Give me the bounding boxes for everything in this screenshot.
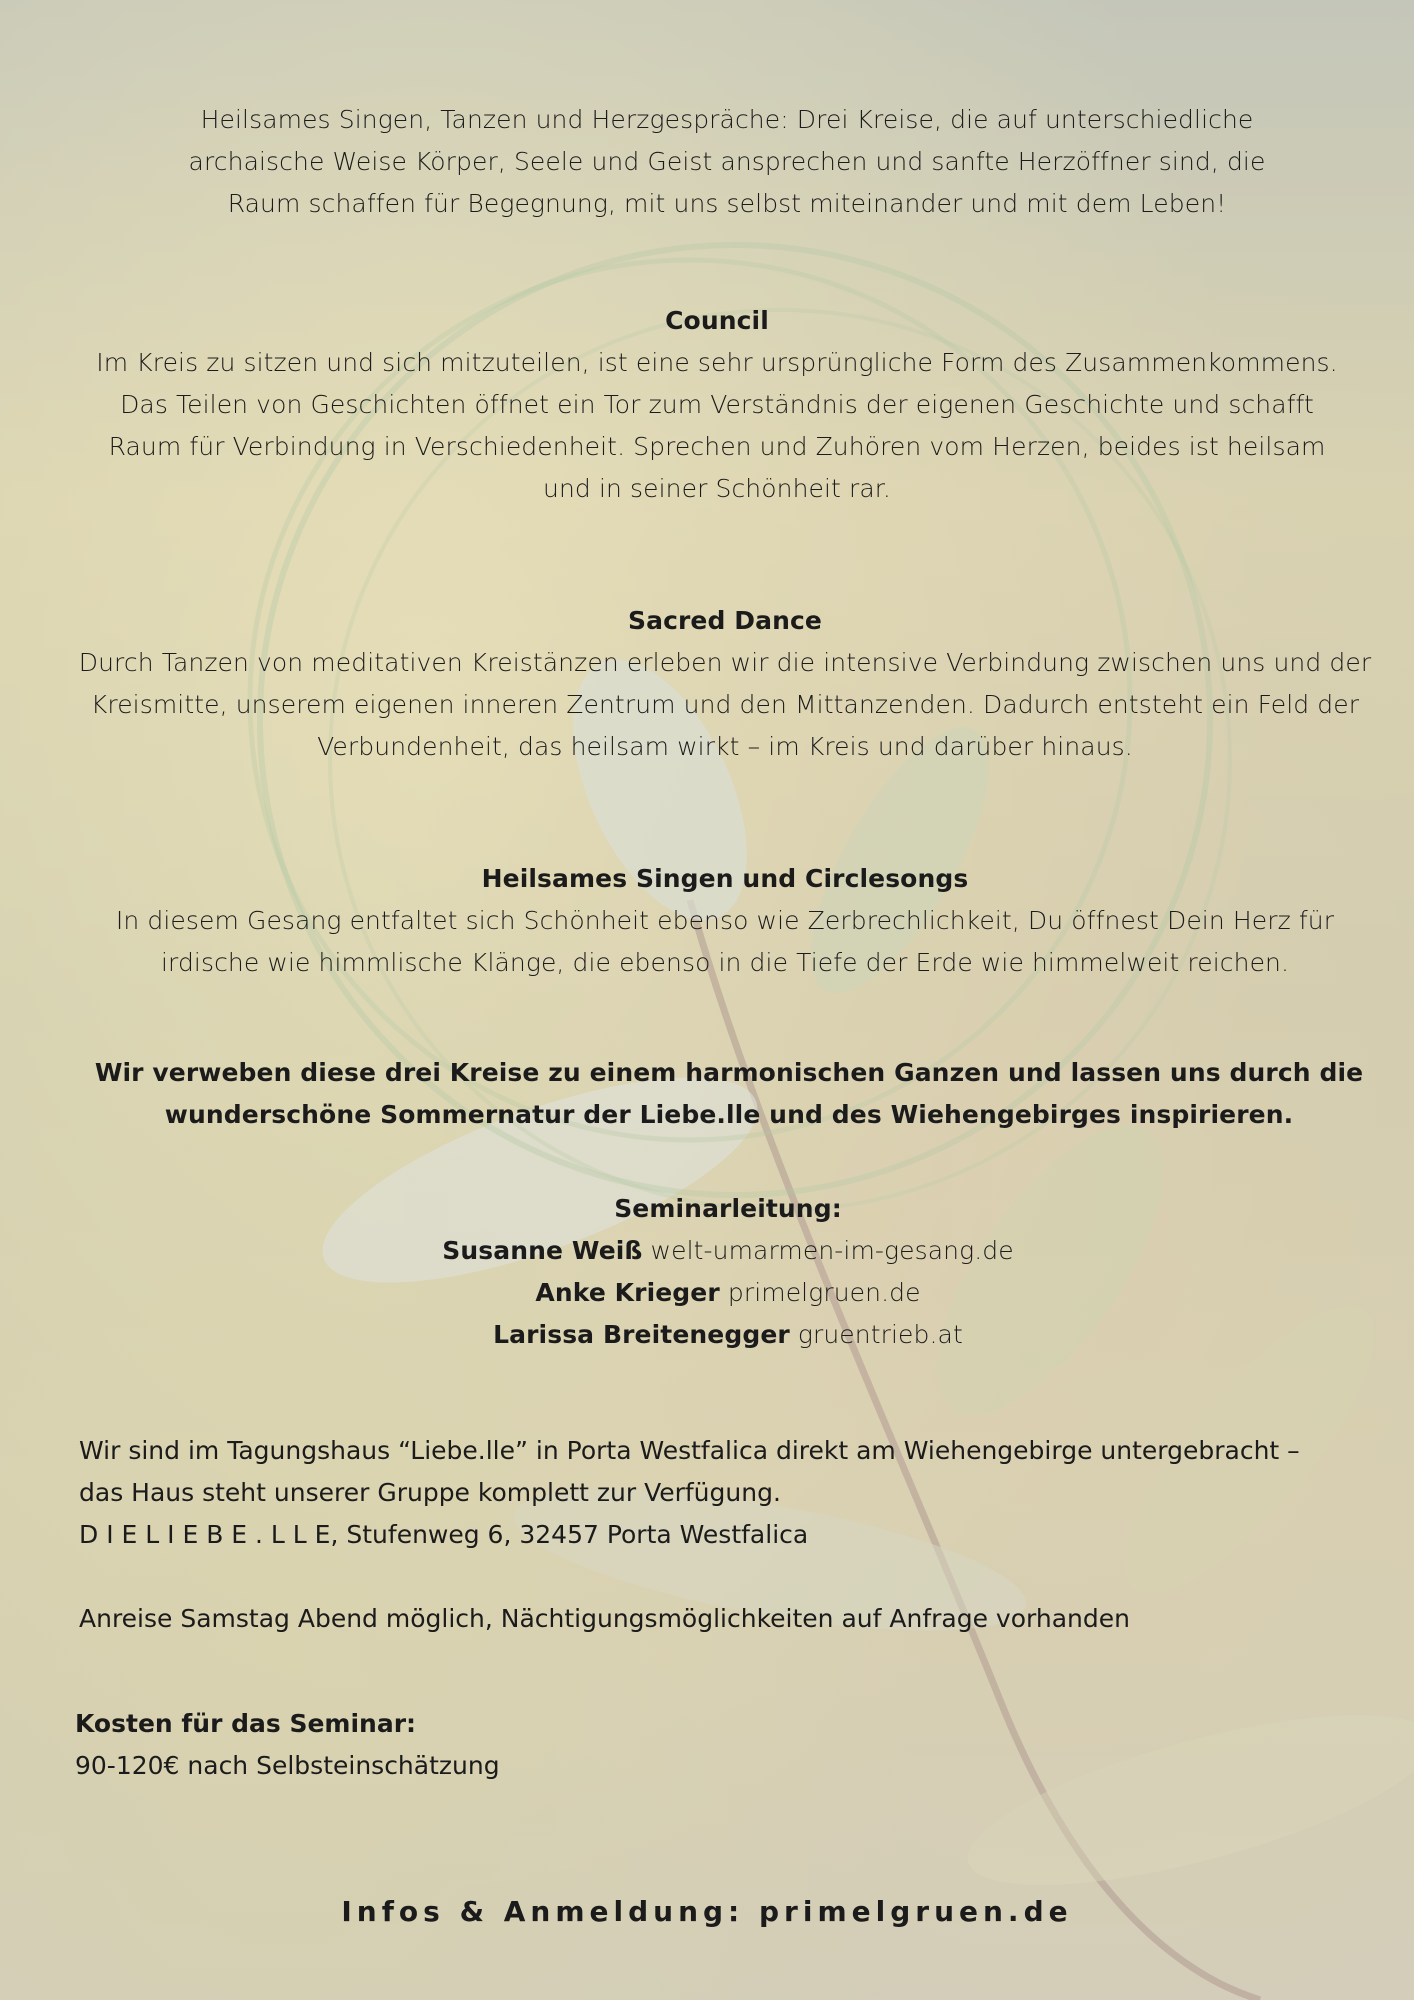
singing-title: Heilsames Singen und Circlesongs — [481, 864, 969, 893]
leader-website[interactable]: welt-umarmen-im-gesang.de — [650, 1236, 1014, 1265]
seminar-leadership — [0, 1188, 1414, 1356]
intro-line: archaische Weise Körper, Seele und Geist ansprechen und sanfte Herzöffner sind, die — [188, 147, 1266, 176]
venue-line: das Haus steht unserer Gruppe komplett zur Verfügung. — [79, 1478, 781, 1507]
leader-entry — [0, 1272, 1414, 1314]
intro-line: Heilsames Singen, Tanzen und Herzgespräche: Drei Kreise, die auf unterschiedliche — [200, 105, 1254, 134]
sacred-dance-title: Sacred Dance — [628, 606, 822, 635]
arrival-line: Anreise Samstag Abend möglich, Nächtigungsmöglichkeiten auf Anfrage vorhanden — [79, 1604, 1130, 1633]
leader-website[interactable]: primelgruen.de — [727, 1278, 921, 1307]
singing-line: In diesem Gesang entfaltet sich Schönheit ebenso wie Zerbrechlichkeit, Du öffnest Dein Herz für — [115, 906, 1335, 935]
leader-entry — [0, 1314, 1414, 1356]
leader-name: Anke Krieger — [535, 1278, 720, 1307]
leader-name: Larissa Breitenegger — [493, 1320, 790, 1349]
singing-line: irdische wie himmlische Klänge, die ebenso in die Tiefe der Erde wie himmelweit reichen. — [160, 948, 1290, 977]
intro-text — [0, 99, 1414, 225]
council-section — [0, 300, 1414, 510]
council-line: Das Teilen von Geschichten öffnet ein Tor zum Verständnis der eigenen Geschichte und schafft — [120, 390, 1314, 419]
singing-section — [0, 858, 1414, 984]
leader-name: Susanne Weiß — [442, 1236, 643, 1265]
weave-line: wunderschöne Sommernatur der Liebe.lle und des Wiehengebirges inspirieren. — [164, 1100, 1294, 1129]
costs-title: Kosten für das Seminar: — [75, 1709, 417, 1738]
council-title: Council — [665, 306, 769, 335]
sacred-dance-section — [0, 600, 1414, 768]
sacred-dance-line: Durch Tanzen von meditativen Kreistänzen erleben wir die intensive Verbindung zwischen uns und der — [78, 648, 1372, 677]
leader-entry — [0, 1230, 1414, 1272]
venue-address: D I E L I E B E . L L E, Stufenweg 6, 32457 Porta Westfalica — [79, 1520, 809, 1549]
council-line: Raum für Verbindung in Verschiedenheit. Sprechen und Zuhören vom Herzen, beides ist heilsam — [108, 432, 1326, 461]
arrival-info — [79, 1598, 1130, 1640]
intro-line: Raum schaffen für Begegnung, mit uns selbst miteinander und mit dem Leben! — [227, 189, 1227, 218]
venue-line: Wir sind im Tagungshaus “Liebe.lle” in Porta Westfalica direkt am Wiehengebirge untergebracht – — [79, 1436, 1300, 1465]
leader-website[interactable]: gruentrieb.at — [797, 1320, 963, 1349]
sacred-dance-line: Verbundenheit, das heilsam wirkt – im Kreis und darüber hinaus. — [317, 732, 1133, 761]
weave-statement — [0, 1052, 1414, 1136]
sacred-dance-line: Kreismitte, unserem eigenen inneren Zentrum und den Mittanzenden. Dadurch entsteht ein Feld der — [90, 690, 1360, 719]
registration-footer[interactable]: Infos & Anmeldung: primelgruen.de — [341, 1895, 1073, 1928]
leadership-title: Seminarleitung: — [614, 1194, 842, 1223]
weave-line: Wir verweben diese drei Kreise zu einem harmonischen Ganzen und lassen uns durch die — [94, 1058, 1364, 1087]
venue-info — [79, 1430, 1300, 1556]
council-line: und in seiner Schönheit rar. — [543, 474, 891, 503]
costs-value: 90-120€ nach Selbsteinschätzung — [75, 1751, 500, 1780]
council-line: Im Kreis zu sitzen und sich mitzuteilen, ist eine sehr ursprüngliche Form des Zusammenkommens. — [96, 348, 1338, 377]
costs-section — [75, 1703, 500, 1787]
